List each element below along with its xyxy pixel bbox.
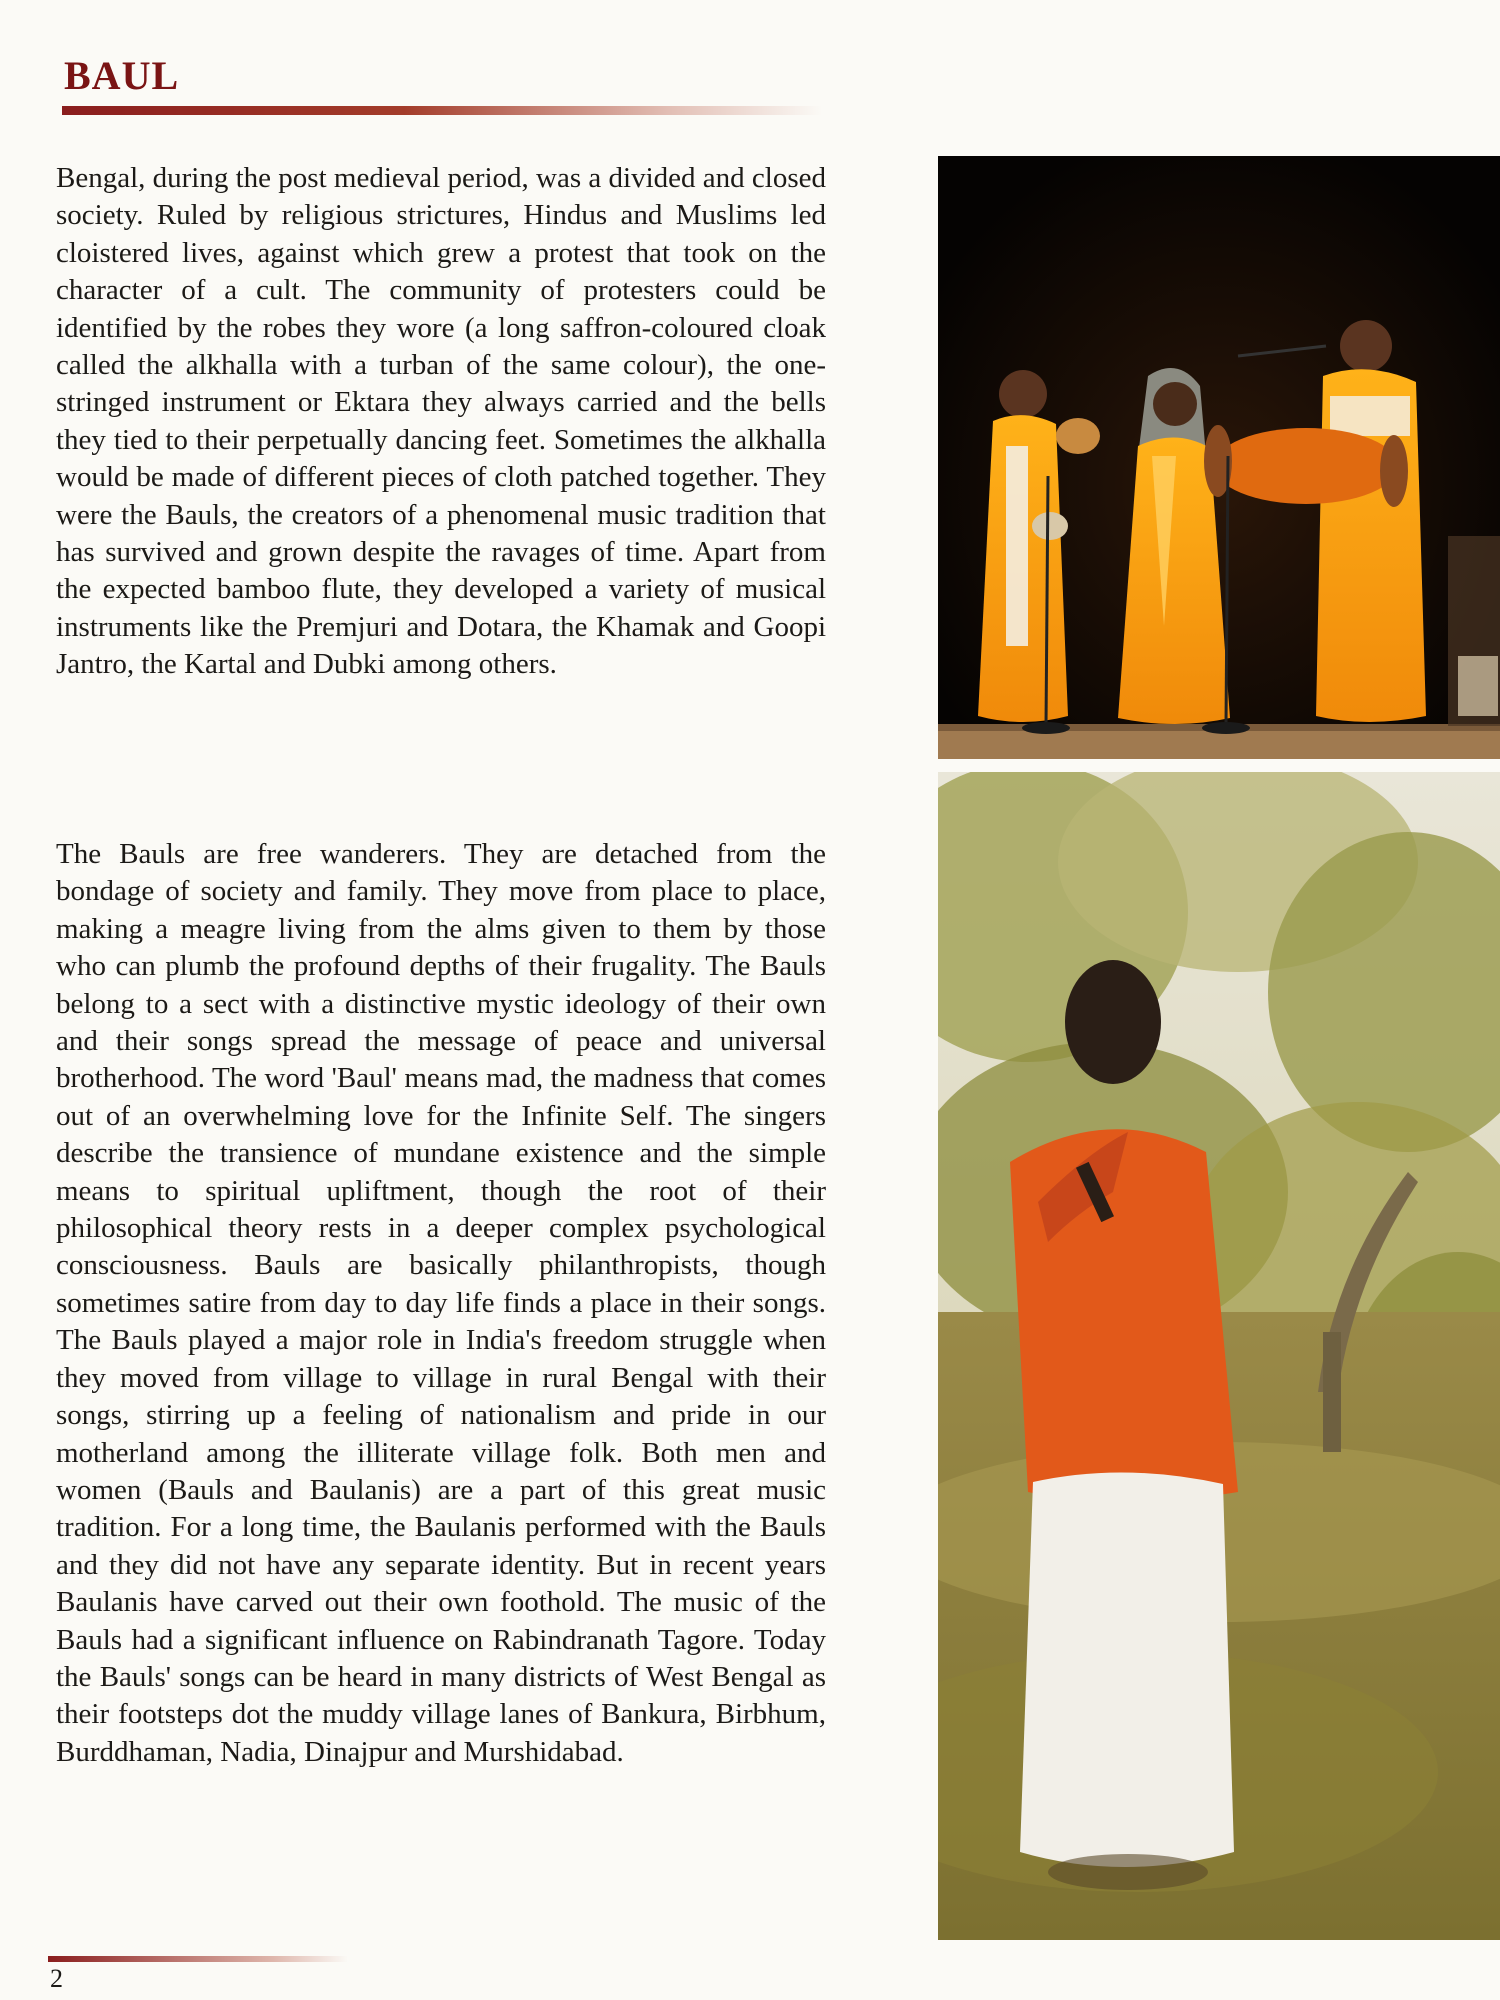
article-paragraph-2: The Bauls are free wanderers. They are detached from the bondage of society and family. They move from place to place, making a meagre living from the alms given to them by those who can plumb the profound depths of their frugality. The Bauls belong to a sect with a distinctive mystic ideology of their own and their songs spread the message of peace and universal brotherhood. The word 'Baul' means mad, the madness that comes out of an overwhelming love for the Infinite Self. The singers describe the transience of mundane existence and the simple means to spiritual upliftment, though the root of their philosophical theory rests in a deeper complex psychological consciousness. Bauls are basically philanthropists, though sometimes satire from day to day life finds a place in their songs. The Bauls played a major role in India's freedom struggle when they moved from village to village in rural Bengal with their songs, stirring up a feeling of nationalism and pride in our motherland among the illiterate village folk. Both men and women (Bauls and Baulanis) are a part of this great music tradition. For a long time, the Baulanis performed with the Bauls and they did not have any separate identity. But in recent years Baulanis have carved out their own foothold. The music of the Bauls had a significant influence on Rabindranath Tagore. Today the Bauls' songs can be heard in many districts of West Bengal as their footsteps dot the muddy village lanes of Bankura, Birbhum, Burddhaman, Nadia, Dinajpur and Murshidabad. <box>56 838 826 1768</box>
baul-flute-player-photo <box>938 772 1500 1940</box>
article-paragraph-1: Bengal, during the post medieval period, was a divided and closed society. Ruled by religious strictures, Hindus and Muslims led cloistered lives, against which grew a protest that took on the character of a cult. The community of protesters could be identified by the robes they wore (a long saffron-coloured cloak called the alkhalla with a turban of the same colour), the one-stringed instrument or Ektara they always carried and the bells they tied to their perpetually dancing feet. Sometimes the alkhalla would be made of different pieces of cloth patched together. They were the Bauls, the creators of a phenomenal music tradition that has survived and grown despite the ravages of time. Apart from the expected bamboo flute, they developed a variety of musical instruments like the Premjuri and Dotara, the Khamak and Goopi Jantro, the Kartal and Dubki among others. <box>56 162 826 681</box>
page-title: BAUL <box>64 53 180 98</box>
footer-divider <box>48 1956 348 1962</box>
page-number: 2 <box>50 1964 63 1993</box>
title-divider <box>62 106 822 115</box>
baulani-performers-photo <box>938 156 1500 759</box>
